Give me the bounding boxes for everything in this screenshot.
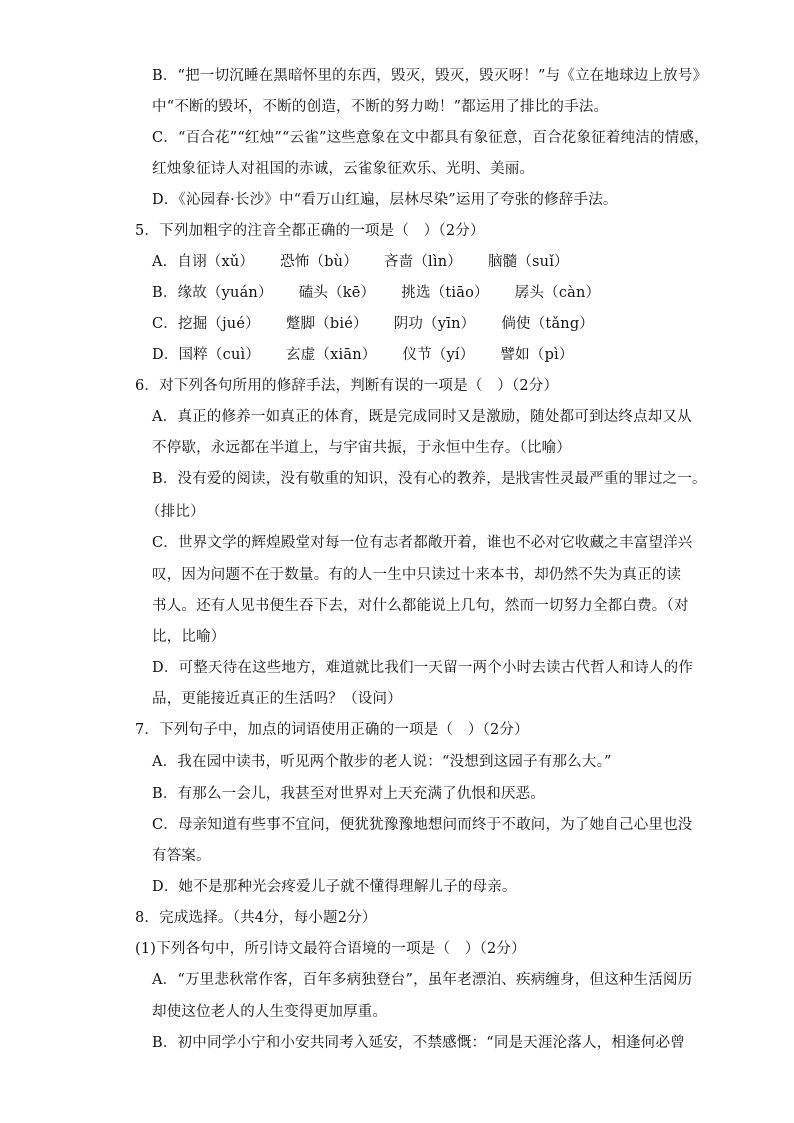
pinyin-item: 孱头（càn） — [514, 285, 601, 301]
q6-option-d: D．可整天待在这些地方，难道就比我们一天留一两个小时去读古代哲人和诗人的作 — [152, 660, 694, 676]
pinyin-item: 譬如（pì） — [500, 347, 574, 363]
pinyin-item: 挖掘（jué） — [178, 316, 260, 332]
pinyin-item: 国粹（cuì） — [178, 347, 261, 363]
line-c-option-q4-cont: 红烛象征诗人对祖国的赤诚，云雀象征欢乐、光明、美丽。 — [152, 161, 535, 177]
option-label: D． — [152, 347, 179, 363]
pinyin-item: 蹩脚（bié） — [285, 316, 368, 332]
option-label: A． — [152, 254, 178, 270]
q8-option-a-cont: 却使这位老人的人生变得更加厚重。 — [152, 1004, 388, 1020]
q6-option-a: A．真正的修养一如真正的体育，既是完成同时又是激励，随处都可到达终点却又从 — [152, 409, 692, 425]
line-d-option-q4: D．《沁园春·长沙》中“看万山红遍，层林尽染”运用了夸张的修辞手法。 — [152, 192, 618, 208]
question-7: 7．下列句子中，加点的词语使用正确的一项是（ ）（2分） — [135, 722, 529, 738]
pinyin-item: 阴功（yīn） — [393, 316, 476, 332]
q6-option-a-cont: 不停歇，永远都在半道上，与宇宙共振，于永恒中生存。（比喻） — [152, 440, 572, 456]
question-8-1: (1)下列各句中，所引诗文最符合语境的一项是（ ）（2分） — [135, 941, 526, 957]
line-b-option-q4-cont: 中“不断的毁坏，不断的创造，不断的努力呦！”都运用了排比的手法。 — [152, 99, 609, 115]
q7-option-d: D．她不是那种光会疼爱儿子就不懂得理解儿子的母亲。 — [152, 879, 517, 895]
pinyin-item: 玄虚（xiān） — [286, 347, 377, 363]
pinyin-item: 倘使（tǎng） — [501, 316, 595, 332]
option-label: B． — [152, 285, 178, 301]
question-8: 8．完成选择。（共4分，每小题2分） — [135, 910, 377, 926]
pinyin-item: 脑髓（suǐ） — [487, 254, 569, 270]
q6-option-d-cont: 品，更能接近真正的生活吗？（设问） — [152, 691, 402, 707]
pinyin-item: 磕头（kē） — [298, 285, 376, 301]
q8-option-a: A．“万里悲秋常作客，百年多病独登台”，虽年老漂泊、疾病缠身，但这种生活阅历 — [152, 972, 693, 988]
pinyin-item: 挑选（tiāo） — [401, 285, 489, 301]
q6-option-c-cont1: 叹，因为问题不在于数量。有的人一生中只读过十来本书，却仍然不失为真正的读 — [152, 567, 682, 583]
pinyin-item: 恐怖（bù） — [280, 254, 358, 270]
pinyin-item: 缘故（yuán） — [177, 285, 273, 301]
q5-option-c — [152, 314, 620, 334]
q7-option-c: C．母亲知道有些事不宜问，便犹犹豫豫地想问而终于不敢问，为了她自己心里也没 — [152, 817, 693, 833]
q7-option-c-cont: 有答案。 — [152, 848, 211, 864]
question-6: 6．对下列各句所用的修辞手法，判断有误的一项是（ ）（2分） — [135, 378, 559, 394]
q6-option-b-cont: （排比） — [146, 504, 205, 520]
option-label: C． — [152, 316, 178, 332]
question-5: 5．下列加粗字的注音全都正确的一项是（ ）（2分） — [135, 223, 485, 239]
pinyin-item: 仪节（yí） — [402, 347, 475, 363]
q5-option-d — [152, 345, 600, 365]
q6-option-b: B．没有爱的阅读，没有敬重的知识，没有心的教养，是戕害性灵最严重的罪过之一。 — [152, 471, 707, 487]
q6-option-c-cont2: 书人。还有人见书便生吞下去，对什么都能说上几句，然而一切努力全都白费。（对 — [152, 598, 689, 614]
pinyin-item: 自诩（xǔ） — [177, 254, 255, 270]
q7-option-a: A．我在园中读书，听见两个散步的老人说：“没想到这园子有那么大。” — [152, 754, 612, 770]
q8-option-b: B．初中同学小宁和小安共同考入延安，不禁感慨：“同是天涯沦落人，相逢何必曾 — [152, 1035, 685, 1051]
q5-option-b — [152, 283, 626, 303]
line-b-option-q4: B．“把一切沉睡在黑暗怀里的东西，毁灭，毁灭，毁灭呀！”与《立在地球边上放号》 — [152, 68, 708, 84]
line-c-option-q4: C．“百合花”“红烛”“云雀”这些意象在文中都具有象征意，百合花象征着纯洁的情感， — [152, 130, 709, 146]
q6-option-c-cont3: 比，比喻） — [152, 629, 226, 645]
q5-option-a — [152, 252, 595, 272]
pinyin-item: 吝啬（lìn） — [383, 254, 462, 270]
q6-option-c: C．世界文学的辉煌殿堂对每一位有志者都敞开着，谁也不必对它收藏之丰富望洋兴 — [152, 535, 693, 551]
q7-option-b: B．有那么一会儿，我甚至对世界对上天充满了仇恨和厌恶。 — [152, 786, 546, 802]
